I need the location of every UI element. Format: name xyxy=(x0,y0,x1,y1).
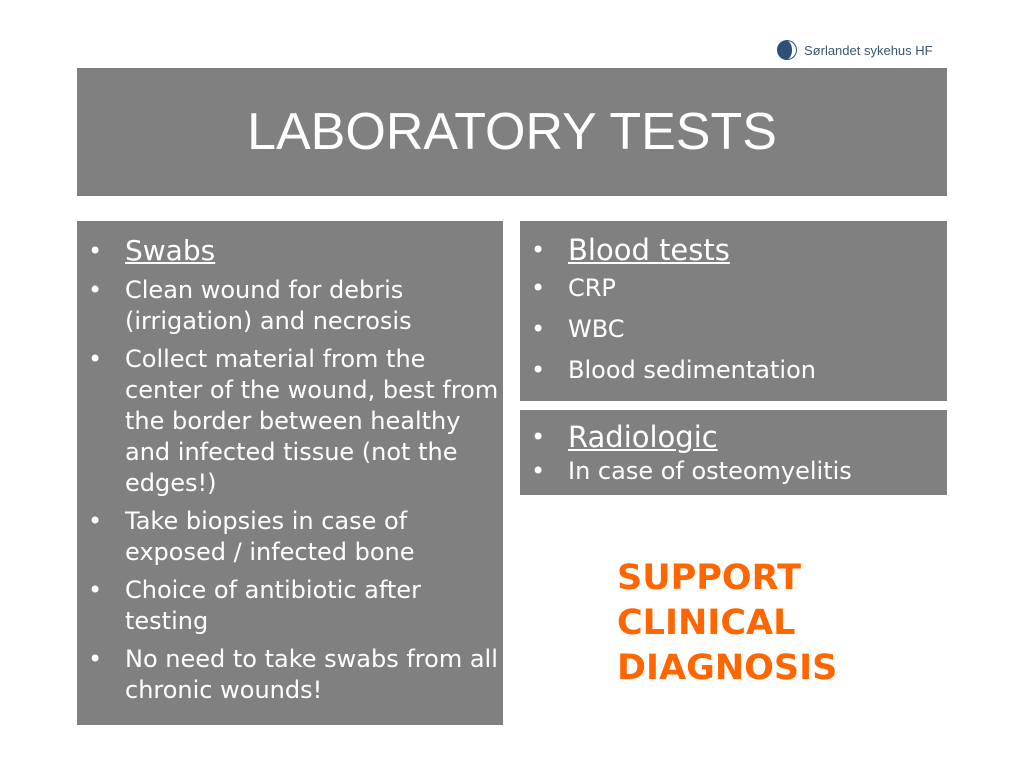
hospital-logo xyxy=(776,38,933,62)
list-item: • Clean wound for debris (irrigation) and necrosis xyxy=(77,275,503,337)
list-item: • Collect material from the center of the wound, best from the border between healthy and infected tissue (not the edges!) xyxy=(77,344,503,499)
title-banner xyxy=(77,68,947,196)
blood-tests-heading-text: Blood tests xyxy=(568,233,730,267)
list-item: • Choice of antibiotic after testing xyxy=(77,575,503,637)
support-line: SUPPORT xyxy=(617,558,801,598)
blood-tests-panel xyxy=(520,221,947,401)
hospital-name: Sørlandet sykehus HF xyxy=(804,42,933,58)
list-item: • Take biopsies in case of exposed / infected bone xyxy=(77,506,503,568)
radiologic-list xyxy=(520,410,947,487)
hospital-logo-icon xyxy=(776,39,798,61)
list-item: • In case of osteomyelitis xyxy=(520,456,947,487)
blood-tests-heading xyxy=(520,231,947,269)
swabs-heading-text: Swabs xyxy=(125,234,216,267)
support-clinical-diagnosis xyxy=(617,556,837,691)
swabs-heading xyxy=(77,234,503,268)
radiologic-heading xyxy=(520,418,947,456)
support-line: DIAGNOSIS xyxy=(617,648,838,688)
swabs-list xyxy=(77,221,503,706)
list-item: • No need to take swabs from all chronic wounds! xyxy=(77,644,503,706)
list-item: • WBC xyxy=(520,314,947,345)
blood-tests-list xyxy=(520,221,947,386)
support-line: CLINICAL xyxy=(617,603,796,643)
swabs-panel xyxy=(77,221,503,725)
radiologic-heading-text: Radiologic xyxy=(568,420,718,454)
list-item: • Blood sedimentation xyxy=(520,355,947,386)
slide-title: LABORATORY TESTS xyxy=(247,103,777,161)
radiologic-panel xyxy=(520,410,947,495)
list-item: • CRP xyxy=(520,273,947,304)
